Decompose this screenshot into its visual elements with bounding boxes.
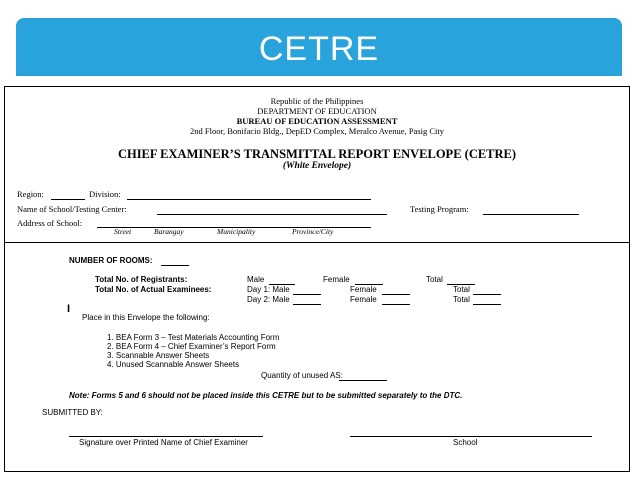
day2-total-label: Total [453, 295, 470, 304]
school-label: Name of School/Testing Center: [17, 204, 127, 214]
program-label: Testing Program: [410, 204, 469, 214]
day1-male-field[interactable] [293, 294, 321, 295]
form-subtitle: (White Envelope) [282, 161, 352, 171]
division-field[interactable] [127, 199, 371, 200]
form-title: CHIEF EXAMINER’S TRANSMITTAL REPORT ENVELOPE (CETRE) [117, 147, 517, 161]
day2-female-field[interactable] [382, 304, 410, 305]
day2-male-field[interactable] [293, 304, 321, 305]
header-bureau: BUREAU OF EDUCATION ASSESSMENT [236, 116, 398, 126]
day2-female-label: Female [350, 295, 377, 304]
quantity-field[interactable] [339, 380, 387, 381]
quantity-label: Quantity of unused AS: [261, 371, 343, 380]
slide-title: CETRE [258, 30, 380, 68]
signature-label: Signature over Printed Name of Chief Examiner [79, 438, 248, 447]
program-field[interactable] [483, 214, 579, 215]
school-label-bottom: School [453, 438, 478, 447]
registrants-label: Total No. of Registrants: [95, 275, 188, 284]
item-3: 3. Scannable Answer Sheets [107, 351, 210, 360]
submitted-by-label: SUBMITTED BY: [42, 408, 103, 417]
school-field[interactable] [157, 214, 387, 215]
examinees-label: Total No. of Actual Examinees: [95, 285, 212, 294]
day1-total-field[interactable] [473, 294, 501, 295]
section-divider [5, 242, 629, 243]
region-field[interactable] [51, 199, 85, 200]
header-republic: Republic of the Philippines [270, 96, 364, 106]
item-2: 2. BEA Form 4 – Chief Examiner’s Report Form [107, 342, 276, 351]
school-signature-field[interactable] [350, 436, 592, 437]
day2-male-label: Day 2: Male [247, 295, 290, 304]
region-label: Region: [17, 189, 44, 199]
address-municipality: Municipality [217, 227, 256, 236]
day1-total-label: Total [453, 285, 470, 294]
place-instruction: Place in this Envelope the following: [82, 313, 210, 322]
header-address: 2nd Floor, Bonifacio Bldg., DepED Complex, Meralco Avenue, Pasig City [190, 126, 444, 136]
day1-male-label: Day 1: Male [247, 285, 290, 294]
rooms-label: NUMBER OF ROOMS: [69, 256, 153, 265]
registrants-total-label: Total [426, 275, 443, 284]
day2-total-field[interactable] [473, 304, 501, 305]
day1-female-label: Female [350, 285, 377, 294]
slide-title-banner [16, 18, 622, 76]
rooms-field[interactable] [161, 265, 189, 266]
division-label: Division: [89, 189, 121, 199]
registrants-male-label: Male [247, 275, 265, 284]
address-street: Street [114, 227, 132, 236]
signature-field[interactable] [69, 436, 263, 437]
address-province: Province/City [292, 227, 334, 236]
forms-note: Note: Forms 5 and 6 should not be placed inside this CETRE but to be submitted separately to the DTC. [69, 391, 463, 400]
registrants-female-label: Female [323, 275, 350, 284]
item-1: 1. BEA Form 3 – Test Materials Accounting Form [107, 333, 280, 342]
cetre-form [4, 86, 630, 472]
address-label: Address of School: [17, 218, 83, 228]
address-barangay: Barangay [154, 227, 184, 236]
item-4: 4. Unused Scannable Answer Sheets [107, 360, 240, 369]
header-department: DEPARTMENT OF EDUCATION [257, 106, 377, 116]
day1-female-field[interactable] [382, 294, 410, 295]
text-cursor-mark: I [67, 303, 71, 315]
